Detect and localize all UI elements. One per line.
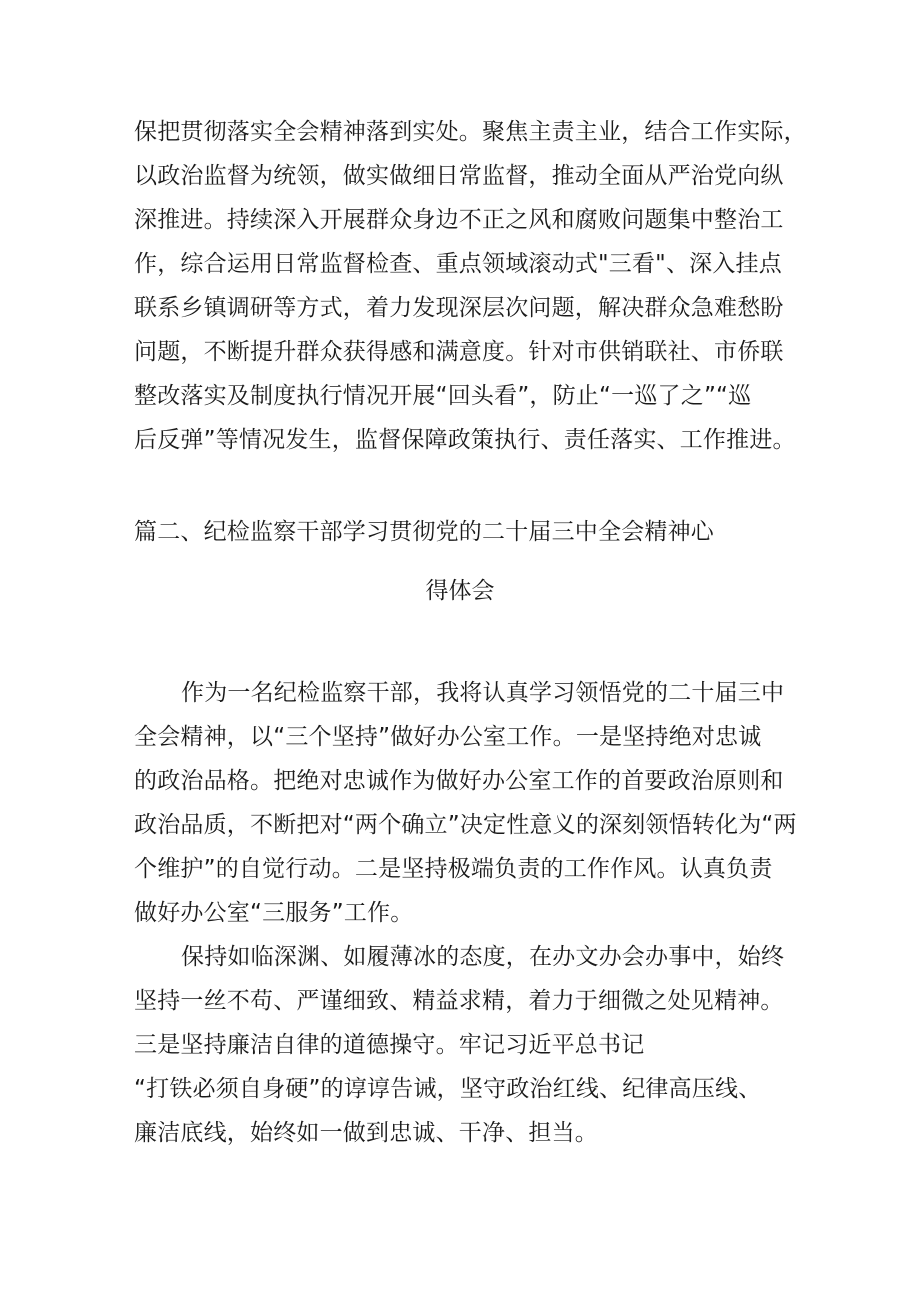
paragraph-1-line-8: 后反弹”等情况发生，监督保障政策执行、责任落实、工作推进。 [134,427,796,453]
paragraph-3-line-4: “打铁必须自身硬”的谆谆告诫，坚守政治红线、纪律高压线、 [134,1076,762,1102]
paragraph-1-line-7: 整改落实及制度执行情况开展“回头看”，防止“一巡了之”“巡 [134,383,752,409]
paragraph-1-line-4: 作，综合运用日常监督检查、重点领域滚动式"三看"、深入挂点 [134,251,782,277]
paragraph-2-line-6: 做好办公室“三服务”工作。 [134,900,414,926]
paragraph-2-line-2: 全会精神，以“三个坚持”做好办公室工作。一是坚持绝对忠诚 [134,724,762,750]
paragraph-1-line-6: 问题，不断提升群众获得感和满意度。针对市供销联社、市侨联 [134,339,784,365]
paragraph-3-line-3: 三是坚持廉洁自律的道德操守。牢记习近平总书记 [134,1032,645,1058]
paragraph-2-line-3: 的政治品格。把绝对忠诚作为做好办公室工作的首要政治原则和 [134,768,784,794]
paragraph-2-line-5: 个维护”的自觉行动。二是坚持极端负责的工作作风。认真负责 [134,856,773,882]
paragraph-2-line-4: 政治品质，不断把对“两个确立”决定性意义的深刻领悟转化为“两 [134,812,797,838]
paragraph-1-line-2: 以政治监督为统领，做实做细日常监督，推动全面从严治党向纵 [134,163,784,189]
paragraph-3-line-1: 保持如临深渊、如履薄冰的态度，在办文办会办事中，始终 [181,944,785,970]
paragraph-3-line-5: 廉洁底线，始终如一做到忠诚、干净、担当。 [134,1120,598,1146]
paragraph-1-line-5: 联系乡镇调研等方式，着力发现深层次问题，解决群众急难愁盼 [134,295,784,321]
heading-line-2: 得体会 [425,578,495,604]
heading-line-1: 篇二、纪检监察干部学习贯彻党的二十届三中全会精神心 [134,519,714,545]
paragraph-2-line-1: 作为一名纪检监察干部，我将认真学习领悟党的二十届三中 [181,680,785,706]
paragraph-3-line-2: 坚持一丝不苟、严谨细致、精益求精，着力于细微之处见精神。 [134,988,784,1014]
paragraph-1-line-1: 保把贯彻落实全会精神落到实处。聚焦主责主业，结合工作实际， [134,119,807,145]
paragraph-1-line-3: 深推进。持续深入开展群众身边不正之风和腐败问题集中整治工 [134,207,784,233]
